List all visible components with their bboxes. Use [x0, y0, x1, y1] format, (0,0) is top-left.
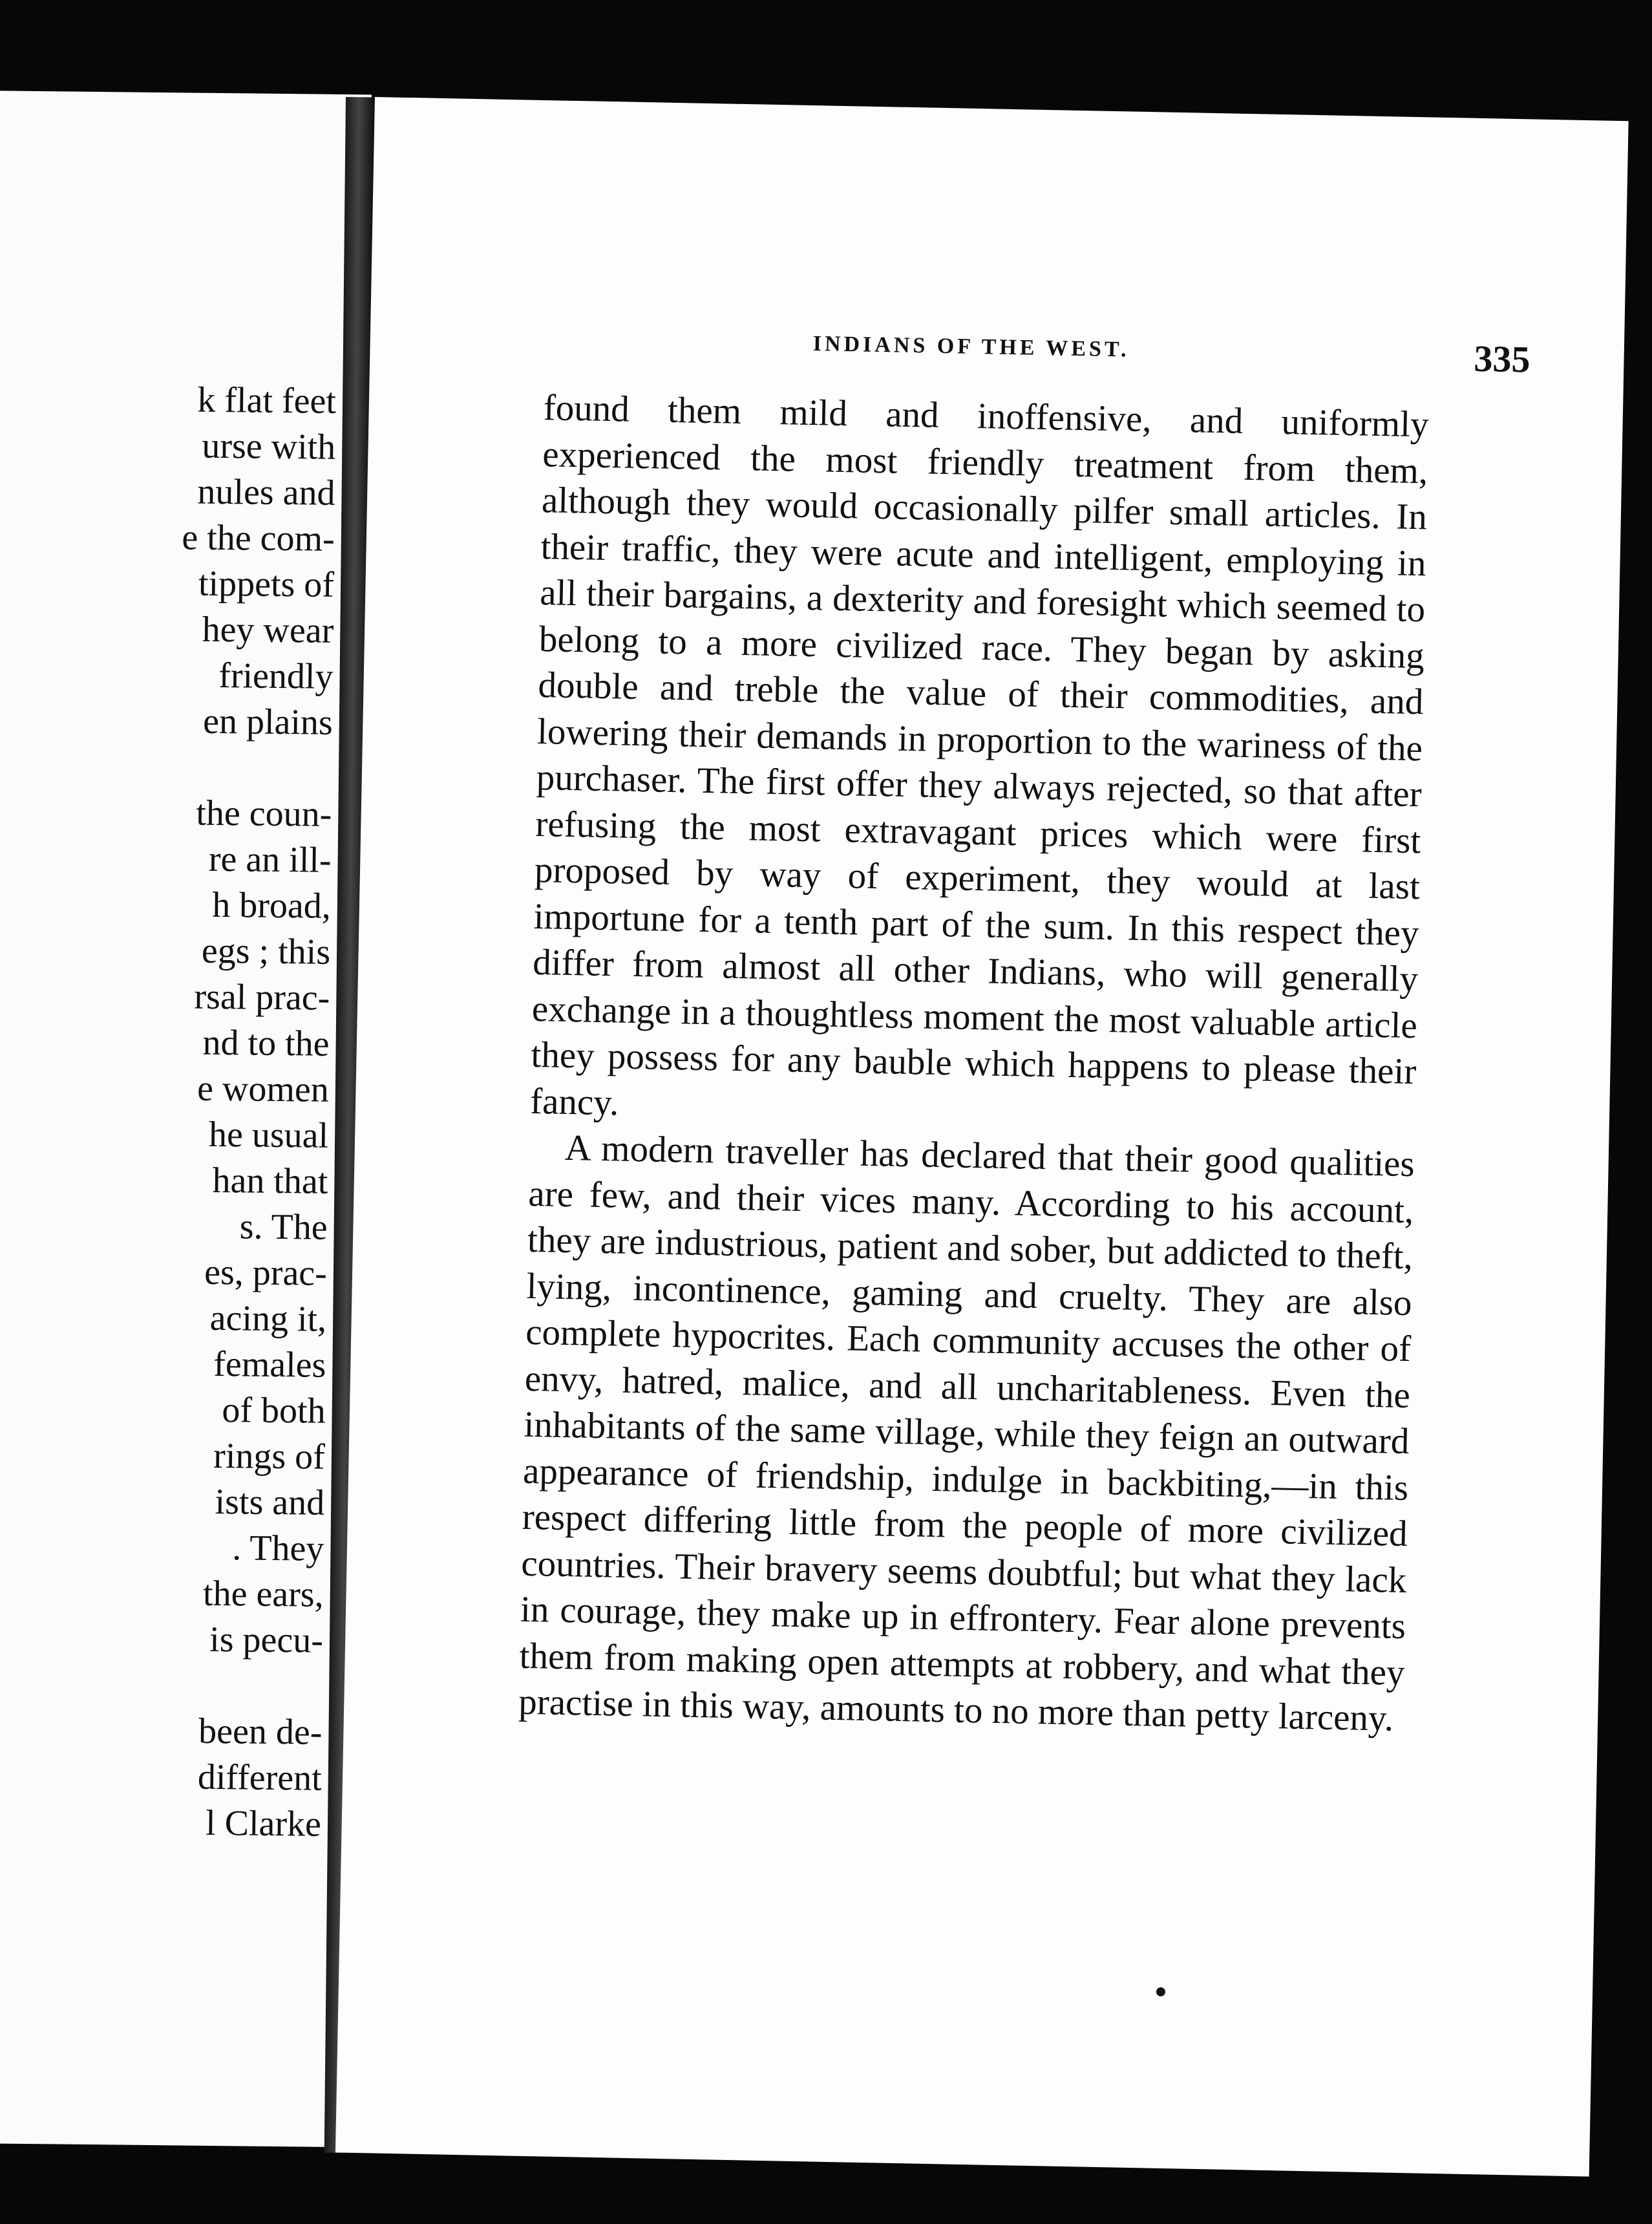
left-page-line: nd to the	[202, 1022, 330, 1064]
left-page-line: h broad,	[211, 884, 332, 926]
left-page-line: the coun-	[196, 793, 332, 835]
left-page-line: urse with	[202, 425, 336, 467]
left-page-line: different	[197, 1757, 323, 1799]
paragraph-gap	[169, 1662, 323, 1709]
left-page-line: is pecu-	[209, 1619, 324, 1661]
running-title: INDIANS OF THE WEST.	[812, 332, 1130, 362]
left-page-line: nules and	[197, 471, 335, 513]
right-page	[335, 97, 1629, 2177]
paragraph-gap	[179, 744, 332, 791]
left-page-line: . They	[232, 1528, 324, 1569]
left-page-line: been de-	[198, 1711, 323, 1753]
paragraph: found them mild and inoffensive, and uniformly experienced the most friendly treatment from them, although they would occasionally pilfer small articles. In their traffic, they were acute and intelligent, employing in all their bargains, a dexterity and foresight which seemed to belong to a more civilized race. They began by asking double and treble the value of their commodities, and lowering their demands in proportion to the wariness of the purchaser. The first offer they always rejected, so that after refusing the most extravagant prices which were first proposed by way of experiment, they would at last importune for a tenth part of the sum. In this respect they differ from almost all other Indians, who will generally exchange in a thoughtless moment the most valuable article they possess for any bauble which happens to please their fancy.	[529, 387, 1430, 1124]
left-page-line: rsal prac-	[194, 976, 330, 1018]
left-page-line: friendly	[218, 656, 334, 697]
paragraph: A modern traveller has declared that their good qualities are few, and their vices many. According to his account, they are industrious, patient and sober, but addicted to theft, lying, incontinence, gaming and cruelty. They are also complete hypocrites. Each community accuses the other of envy, hatred, malice, and all uncharitableness. Even the inhabitants of the same village, while they feign an outward appearance of friendship, indulge in backbiting,—in this respect differing little from the people of more civilized countries. Their bravery seems doubtful; but what they lack in courage, they make up in effrontery. Fear alone prevents them from making open attempts at robbery, and what they practise in this way, amounts to no more than petty larceny.	[518, 1127, 1415, 1739]
left-page-line: acing it,	[209, 1298, 327, 1340]
running-head	[812, 332, 1531, 381]
left-page-line: han that	[212, 1160, 328, 1202]
left-page-line: re an ill-	[208, 839, 332, 881]
left-page	[0, 91, 372, 2147]
ink-speck	[1156, 1987, 1165, 1996]
left-page-line: en plains	[202, 701, 334, 743]
left-page-line: e the com-	[182, 517, 335, 559]
left-page-line: hey wear	[202, 609, 334, 651]
left-page-text	[168, 377, 336, 1847]
left-page-line: ists and	[215, 1482, 325, 1523]
page-number: 335	[1473, 337, 1531, 381]
left-page-line: tippets of	[198, 563, 335, 605]
left-page-line: he usual	[208, 1114, 329, 1156]
left-page-line: the ears,	[202, 1573, 324, 1615]
body-text	[518, 385, 1430, 1742]
left-page-line: k flat feet	[197, 380, 337, 422]
left-page-line: egs ; this	[201, 930, 331, 972]
left-page-line: es, prac-	[204, 1252, 328, 1294]
left-page-line: e women	[196, 1068, 330, 1110]
left-page-line: l Clarke	[205, 1802, 322, 1844]
left-page-line: s. The	[239, 1206, 328, 1248]
left-page-line: rings of	[213, 1435, 326, 1477]
left-page-line: of both	[222, 1390, 326, 1431]
left-page-line: females	[213, 1343, 326, 1385]
